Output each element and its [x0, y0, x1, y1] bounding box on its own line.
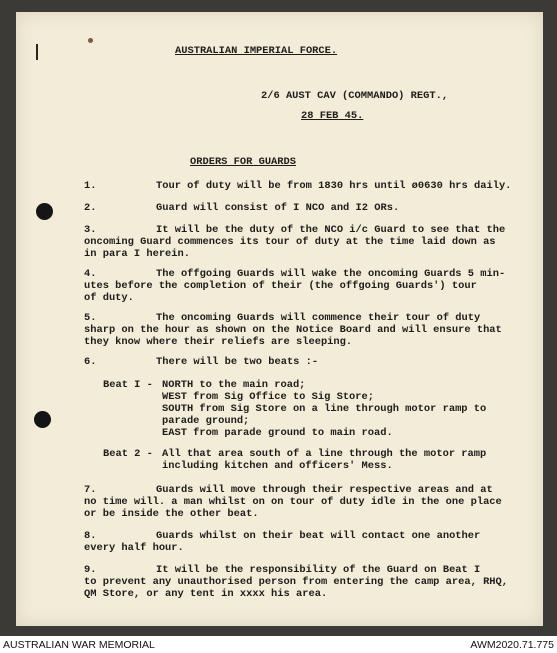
para-4-line: utes before the completion of their (the offgoing Guards') tour [84, 280, 477, 292]
para-5-line: The oncoming Guards will commence their tour of duty [156, 312, 481, 324]
para-7-line: Guards will move through their respective areas and at [156, 484, 493, 496]
para-5-line: they know where their reliefs are sleeping. [84, 336, 353, 348]
beat-1-line: EAST from parade ground to main road. [162, 427, 393, 439]
para-8-line: Guards whilst on their beat will contact one another [156, 530, 481, 542]
beat-1-line: WEST from Sig Office to Sig Store; [162, 391, 375, 403]
beat-1-line: SOUTH from Sig Store on a line through motor ramp to [162, 403, 487, 415]
header-title: AUSTRALIAN IMPERIAL FORCE. [175, 45, 338, 57]
pencil-mark [36, 44, 38, 60]
punch-hole-top [36, 203, 53, 220]
archive-reference: AWM2020.71.775 [470, 639, 554, 651]
para-3-line: oncoming Guard commences its tour of duty at the time laid down as [84, 236, 496, 248]
beat-1-label: Beat I - [103, 379, 153, 391]
para-num-7: 7. [84, 484, 97, 496]
beat-1-line: parade ground; [162, 415, 250, 427]
para-5-line: sharp on the hour as shown on the Notice Board and will ensure that [84, 324, 502, 336]
document-page [16, 12, 543, 626]
para-num-5: 5. [84, 312, 97, 324]
para-3-line: It will be the duty of the NCO i/c Guard to see that the [156, 224, 506, 236]
para-2-line: Guard will consist of I NCO and I2 ORs. [156, 202, 400, 214]
para-9-line: to prevent any unauthorised person from entering the camp area, RHQ, [84, 576, 509, 588]
para-num-9: 9. [84, 564, 97, 576]
para-num-1: 1. [84, 180, 97, 192]
archive-footer [0, 636, 557, 653]
para-9-line: QM Store, or any tent in xxxx his area. [84, 588, 328, 600]
para-num-2: 2. [84, 202, 97, 214]
para-9-line: It will be the responsibility of the Guard on Beat I [156, 564, 481, 576]
unit-name: 2/6 AUST CAV (COMMANDO) REGT., [261, 90, 449, 102]
para-num-6: 6. [84, 356, 97, 368]
para-3-line: in para I herein. [84, 248, 191, 260]
punch-hole-bottom [34, 411, 51, 428]
orders-title: ORDERS FOR GUARDS [190, 156, 297, 168]
para-7-line: no time will. a man whilst on on tour of duty idle in the one place [84, 496, 502, 508]
ink-spot [88, 38, 93, 43]
para-7-line: or be inside the other beat. [84, 508, 259, 520]
para-4-line: The offgoing Guards will wake the oncoming Guards 5 min- [156, 268, 506, 280]
beat-2-label: Beat 2 - [103, 448, 153, 460]
para-8-line: every half hour. [84, 542, 184, 554]
archive-name: AUSTRALIAN WAR MEMORIAL [3, 639, 155, 651]
beat-2-line: including kitchen and officers' Mess. [162, 460, 393, 472]
para-1-line: Tour of duty will be from 1830 hrs until ø0630 hrs daily. [156, 180, 512, 192]
para-6-line: There will be two beats :- [156, 356, 319, 368]
para-num-3: 3. [84, 224, 97, 236]
beat-2-line: All that area south of a line through the motor ramp [162, 448, 487, 460]
para-num-8: 8. [84, 530, 97, 542]
para-4-line: of duty. [84, 292, 134, 304]
beat-1-line: NORTH to the main road; [162, 379, 306, 391]
document-date: 28 FEB 45. [301, 110, 364, 122]
para-num-4: 4. [84, 268, 97, 280]
